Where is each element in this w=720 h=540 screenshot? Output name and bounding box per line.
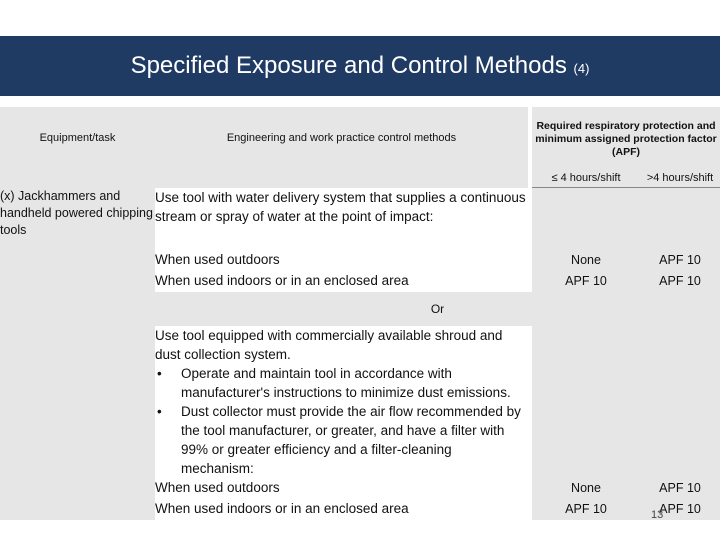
header-respiratory: Required respiratory protection and minimum assigned protection factor (APF) <box>532 107 720 169</box>
option2-indoors-gt4: APF 10 <box>640 499 720 520</box>
header-equipment: Equipment/task <box>0 107 155 169</box>
option1-indoors-label: When used indoors or in an enclosed area <box>155 272 409 288</box>
title-reference: (4) <box>573 61 590 76</box>
option1-outdoors-le4: None <box>532 250 640 271</box>
header-le4-hours: ≤ 4 hours/shift <box>532 169 640 188</box>
header-gt4-hours: >4 hours/shift <box>640 169 720 188</box>
option2-outdoors-label: When used outdoors <box>155 479 280 495</box>
equipment-task-label: (x) Jackhammers and handheld powered chipping tools <box>0 188 153 237</box>
option2-bullet-item <box>155 402 528 478</box>
option2-method-text: Use tool equipped with commercially available shroud and dust collection system. <box>155 327 503 362</box>
option2-outdoors-gt4: APF 10 <box>640 478 720 499</box>
equipment-task-cell <box>0 188 155 520</box>
title-banner <box>0 36 720 96</box>
header-methods: Engineering and work practice control methods <box>155 107 528 169</box>
option2-indoors-le4: APF 10 <box>532 499 640 520</box>
bullet-icon: • <box>157 403 162 419</box>
option1-outdoors-label: When used outdoors <box>155 251 280 267</box>
option1-outdoors-gt4: APF 10 <box>640 250 720 271</box>
option1-method-text: Use tool with water delivery system that supplies a continuous stream or spray of water at the point of impact: <box>155 189 526 224</box>
slide-title: Specified Exposure and Control Methods <box>130 52 567 79</box>
or-separator: Or <box>155 292 720 326</box>
slide-number: 13 <box>651 509 664 521</box>
bullet-icon: • <box>157 365 162 381</box>
option2-outdoors-le4: None <box>532 478 640 499</box>
option2-bullet-1: Operate and maintain tool in accordance with manufacturer's instructions to minimize dust emissions. <box>181 365 511 400</box>
option2-bullet-item <box>155 364 528 402</box>
exposure-control-table <box>0 107 720 520</box>
option1-indoors-gt4: APF 10 <box>640 271 720 292</box>
option1-indoors-le4: APF 10 <box>532 271 640 292</box>
option2-bullet-2: Dust collector must provide the air flow recommended by the tool manufacturer, or greater, and have a filter with 99% or greater efficiency and a filter-cleaning mechanism: <box>181 403 521 476</box>
option2-indoors-label: When used indoors or in an enclosed area <box>155 500 409 516</box>
